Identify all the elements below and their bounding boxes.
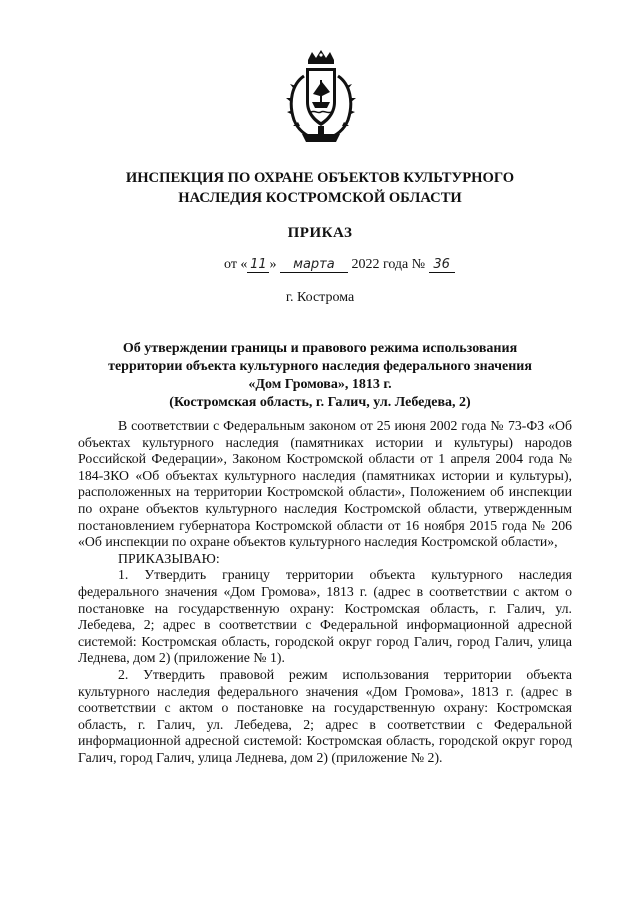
item-2-paragraph: 2. Утвердить правовой режим использования территории объекта культурного наследия федерального значения «Дом Громова», 1813 г. (адрес в соответствии с актом о постановке на государственную охрану: Костромская область, г. Галич, ул. Лебедева, 2; адрес в соответствии с Федеральной информационной адресной системой: Костромская область, городской округ город Галич, город Галич, улица Леднева, дом 2) (приложение № 2). bbox=[78, 666, 572, 765]
date-month: марта bbox=[280, 257, 348, 273]
document-subject bbox=[80, 340, 560, 412]
subject-line-2: территории объекта культурного наследия федерального значения bbox=[108, 359, 532, 374]
date-mid: » bbox=[269, 257, 277, 272]
date-day: 11 bbox=[247, 257, 269, 273]
subject-line-1: Об утверждении границы и правового режима использования bbox=[122, 341, 518, 356]
city: г. Кострома bbox=[285, 290, 355, 305]
preamble-paragraph: В соответствии с Федеральным законом от 25 июня 2002 года № 73-ФЗ «Об объектах культурного наследия (памятниках истории и культуры) народов Российской Федерации», Законом Костромской области от 1 апреля 2004 года № 184-ЗКО «Об объектах культурного наследия (памятниках истории и культуры), расположенных на территории Костромской области», Положением об инспекции по охране объектов культурного наследия Костромской области, утвержденным постановлением губернатора Костромской области от 16 ноября 2015 года № 206 «Об инспекции по охране объектов культурного наследия Костромской области», bbox=[78, 418, 572, 550]
item-1-paragraph: 1. Утвердить границу территории объекта культурного наследия федерального значения «Дом Громова», 1813 г. (адрес в соответствии с актом о постановке на государственную охрану: Костромская область, г. Галич, ул. Лебедева, 2; адрес в соответствии с Федеральной информационной адресной системой: Костромская область, городской округ город Галич, город Галич, улица Леднева, дом 2) (приложение № 1). bbox=[78, 567, 572, 666]
document-number: 36 bbox=[429, 257, 455, 273]
organization-line-2: НАСЛЕДИЯ КОСТРОМСКОЙ ОБЛАСТИ bbox=[178, 190, 462, 206]
subject-line-4: (Костромская область, г. Галич, ул. Лебедева, 2) bbox=[169, 395, 471, 410]
date-year: 2022 года № bbox=[351, 257, 426, 272]
organization-name bbox=[60, 168, 580, 208]
organization-line-1: ИНСПЕКЦИЯ ПО ОХРАНЕ ОБЪЕКТОВ КУЛЬТУРНОГО bbox=[125, 170, 515, 186]
subject-line-3: «Дом Громова», 1813 г. bbox=[248, 377, 392, 392]
date-number-line bbox=[224, 257, 484, 279]
document-body bbox=[78, 418, 572, 766]
date-prefix: от « bbox=[224, 257, 248, 272]
coat-of-arms-icon bbox=[282, 50, 360, 146]
document-type: ПРИКАЗ bbox=[287, 225, 353, 241]
order-word: ПРИКАЗЫВАЮ: bbox=[118, 550, 220, 566]
